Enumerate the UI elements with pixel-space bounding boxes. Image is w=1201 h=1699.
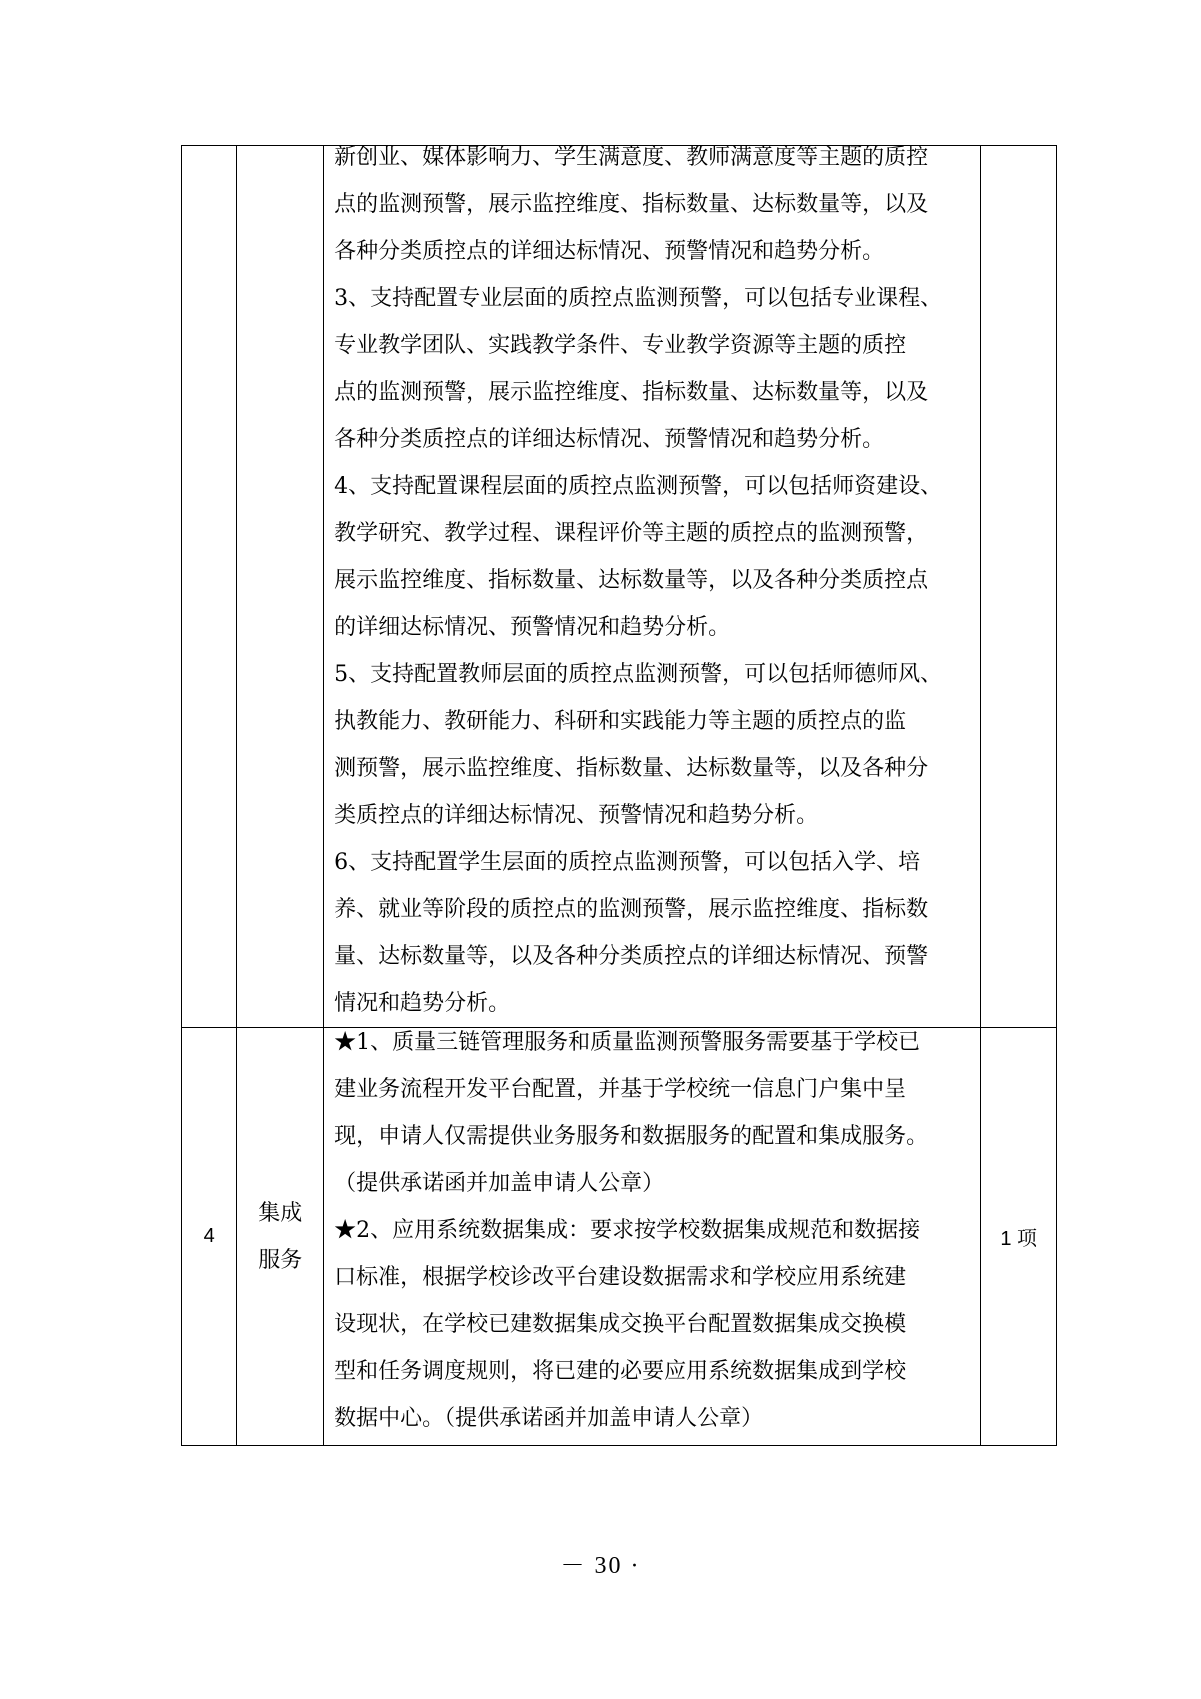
description-line: 展示监控维度、指标数量、达标数量等，以及各种分类质控点 <box>334 568 929 593</box>
description-line: 教学研究、教学过程、课程评价等主题的质控点的监测预警， <box>334 521 929 546</box>
description-line: 设现状，在学校已建数据集成交换平台配置数据集成交换模 <box>334 1312 907 1337</box>
description-line: 点的监测预警，展示监控维度、指标数量、达标数量等，以及 <box>334 192 929 217</box>
description-line: 现，申请人仅需提供业务服务和数据服务的配置和集成服务。 <box>334 1124 929 1149</box>
description-line: 新创业、媒体影响力、学生满意度、教师满意度等主题的质控 <box>334 145 929 170</box>
specification-table <box>181 145 1057 1446</box>
row-number-cell: 4 <box>182 1028 237 1446</box>
description-line: 各种分类质控点的详细达标情况、预警情况和趋势分析。 <box>334 239 885 264</box>
description-line: 数据中心。（提供承诺函并加盖申请人公章） <box>334 1406 764 1431</box>
item-name-cell <box>237 1028 324 1446</box>
description-line: 4、支持配置课程层面的质控点监测预警，可以包括师资建设、 <box>334 474 943 499</box>
description-cell <box>324 1028 981 1446</box>
description-lines <box>334 1019 973 1445</box>
description-line: 测预警，展示监控维度、指标数量、达标数量等，以及各种分 <box>334 756 929 781</box>
description-line: 类质控点的详细达标情况、预警情况和趋势分析。 <box>334 803 819 828</box>
description-line: （提供承诺函并加盖申请人公章） <box>334 1171 665 1196</box>
row-number-cell <box>182 146 237 1028</box>
description-line: 6、支持配置学生层面的质控点监测预警，可以包括入学、培 <box>334 850 921 875</box>
description-line: 5、支持配置教师层面的质控点监测预警，可以包括师德师风、 <box>334 662 943 687</box>
quantity-cell <box>981 146 1057 1028</box>
description-line: 执教能力、教研能力、科研和实践能力等主题的质控点的监 <box>334 709 907 734</box>
item-name-line: 服务 <box>258 1247 303 1273</box>
description-line: 情况和趋势分析。 <box>334 991 511 1016</box>
description-line: 的详细达标情况、预警情况和趋势分析。 <box>334 615 731 640</box>
description-line: 专业教学团队、实践教学条件、专业教学资源等主题的质控 <box>334 333 907 358</box>
description-line: 建业务流程开发平台配置，并基于学校统一信息门户集中呈 <box>334 1077 907 1102</box>
description-line: 各种分类质控点的详细达标情况、预警情况和趋势分析。 <box>334 427 885 452</box>
description-line: ★2、应用系统数据集成：要求按学校数据集成规范和数据接 <box>334 1218 921 1243</box>
description-line: 养、就业等阶段的质控点的监测预警，展示监控维度、指标数 <box>334 897 929 922</box>
description-cell <box>324 146 981 1028</box>
description-line: 点的监测预警，展示监控维度、指标数量、达标数量等，以及 <box>334 380 929 405</box>
table-row-continued <box>182 146 1057 1028</box>
description-line: 型和任务调度规则，将已建的必要应用系统数据集成到学校 <box>334 1359 907 1384</box>
item-name-line: 集成 <box>258 1200 303 1226</box>
table-row-4 <box>182 1028 1057 1446</box>
quantity-cell: 1 项 <box>981 1028 1057 1446</box>
description-line: 量、达标数量等，以及各种分类质控点的详细达标情况、预警 <box>334 944 929 969</box>
description-lines <box>334 134 973 1027</box>
description-line: 3、支持配置专业层面的质控点监测预警，可以包括专业课程、 <box>334 286 943 311</box>
description-line: ★1、质量三链管理服务和质量监测预警服务需要基于学校已 <box>334 1030 921 1055</box>
page-number: － 30 · <box>560 1553 641 1579</box>
description-line: 口标准，根据学校诊改平台建设数据需求和学校应用系统建 <box>334 1265 907 1290</box>
item-name-cell <box>237 146 324 1028</box>
